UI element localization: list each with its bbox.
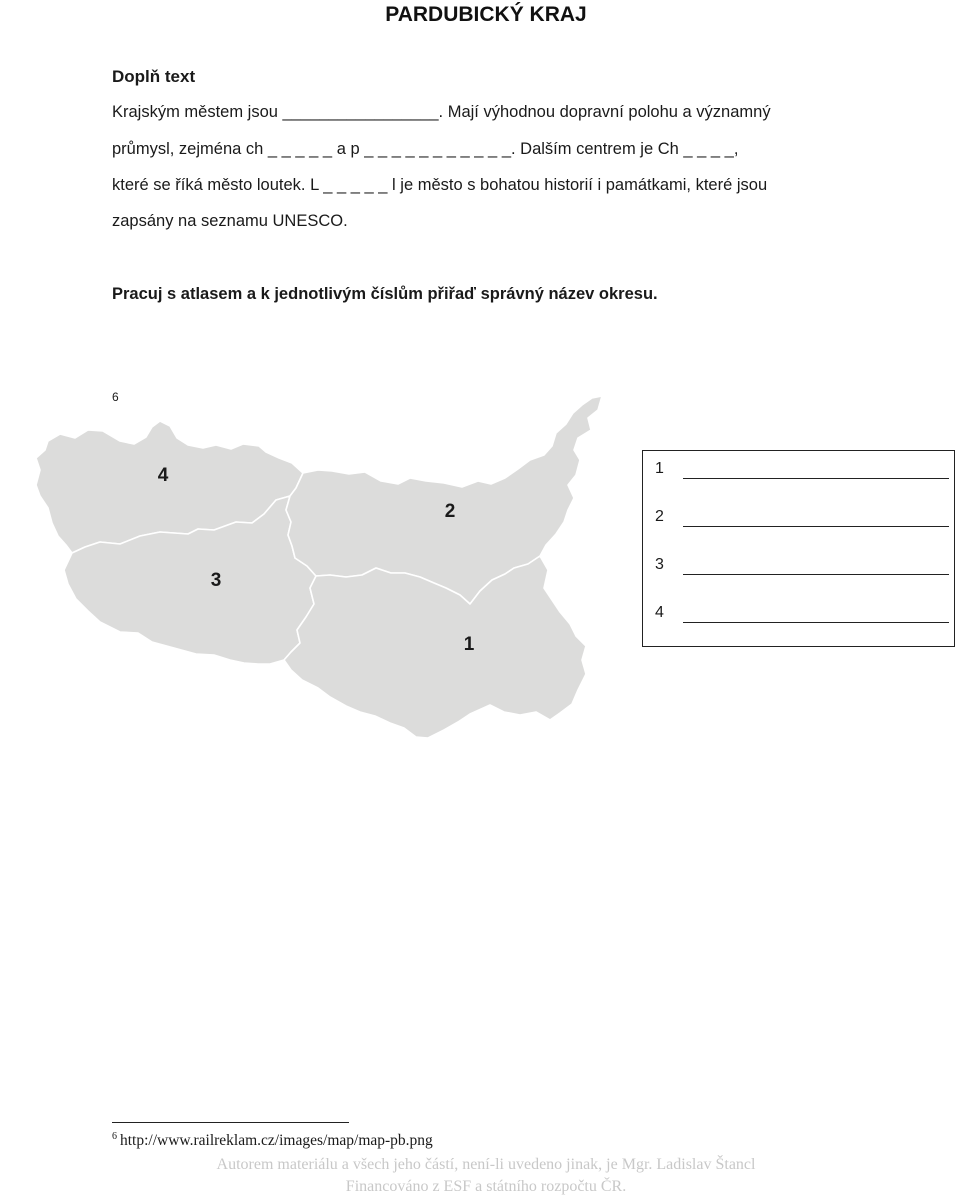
answer-number: 1 xyxy=(655,460,664,477)
answer-number: 4 xyxy=(655,604,664,621)
district-map xyxy=(0,390,640,750)
footnote xyxy=(112,1131,433,1150)
map-region-2 xyxy=(286,396,602,604)
answer-row-2 xyxy=(655,508,671,530)
answer-box xyxy=(642,450,955,647)
map-label-4: 4 xyxy=(157,465,169,486)
answer-line-2[interactable] xyxy=(683,526,949,527)
answer-number: 3 xyxy=(655,556,664,573)
answer-row-3 xyxy=(655,556,671,578)
footnote-reference: 6 xyxy=(112,390,119,404)
footer-author: Autorem materiálu a všech jeho částí, není-li uvedeno jinak, je Mgr. Ladislav Štancl xyxy=(216,1156,756,1173)
answer-number: 2 xyxy=(655,508,664,525)
section-heading-fill-text: Doplň text xyxy=(112,67,196,86)
footnote-divider xyxy=(112,1122,349,1123)
map-label-3: 3 xyxy=(210,570,222,591)
footnote-number: 6 xyxy=(112,1131,117,1142)
paragraph-line-2: průmysl, zejména ch _ _ _ _ _ a p _ _ _ _ _ _ _ _ _ _ _. Dalším centrem je Ch _ _ _ _, xyxy=(112,140,739,158)
answer-row-4 xyxy=(655,604,671,626)
map-label-1: 1 xyxy=(463,634,475,655)
map-label-2: 2 xyxy=(444,501,456,522)
answer-line-3[interactable] xyxy=(683,574,949,575)
task-instruction: Pracuj s atlasem a k jednotlivým číslům přiřaď správný název okresu. xyxy=(112,285,658,303)
paragraph-line-4: zapsány na seznamu UNESCO. xyxy=(112,212,348,230)
footer-funding: Financováno z ESF a státního rozpočtu ČR. xyxy=(345,1178,627,1195)
footnote-source-link[interactable]: http://www.railreklam.cz/images/map/map-pb.png xyxy=(120,1132,433,1149)
page-title: PARDUBICKÝ KRAJ xyxy=(385,3,587,26)
answer-row-1 xyxy=(655,460,671,482)
map-region-1 xyxy=(284,556,586,738)
paragraph-line-3: které se říká město loutek. L _ _ _ _ _ l je město s bohatou historií i památkami, které jsou xyxy=(112,176,768,194)
answer-line-1[interactable] xyxy=(683,478,949,479)
answer-line-4[interactable] xyxy=(683,622,949,623)
paragraph-line-1: Krajským městem jsou _________________. Mají výhodnou dopravní polohu a významný xyxy=(112,103,771,121)
